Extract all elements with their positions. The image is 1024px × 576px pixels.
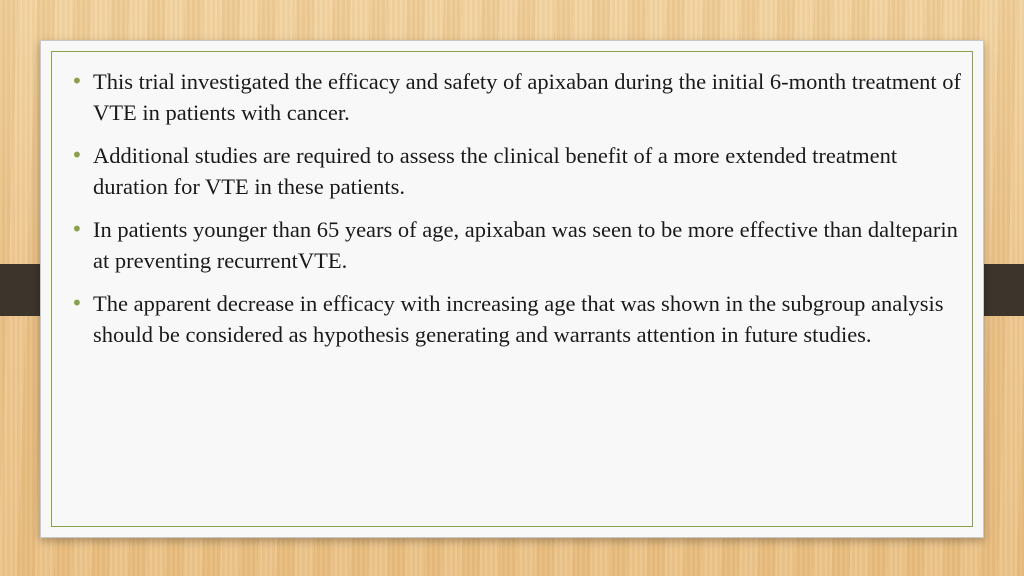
bullet-dot-icon: • [71, 143, 83, 167]
bullet-dot-icon: • [71, 69, 83, 93]
slide-card [40, 40, 984, 538]
bullet-text-3: In patients younger than 65 years of age, apixaban was seen to be more effective than dalteparin at preventing recurrentVTE. [93, 217, 958, 273]
bullet-dot-icon: • [71, 291, 83, 315]
bullet-item-2 [71, 140, 971, 202]
bullet-item-1 [71, 66, 971, 128]
bullet-item-3 [71, 214, 971, 276]
bullet-text-4: The apparent decrease in efficacy with increasing age that was shown in the subgroup analysis should be considered as hypothesis generating and warrants attention in future studies. [93, 291, 944, 347]
bullet-item-4 [71, 288, 971, 350]
bullet-text-2: Additional studies are required to assess the clinical benefit of a more extended treatment duration for VTE in these patients. [93, 143, 898, 199]
bullet-list [71, 66, 971, 362]
bullet-dot-icon: • [71, 217, 83, 241]
bullet-text-1: This trial investigated the efficacy and safety of apixaban during the initial 6-month treatment of VTE in patients with cancer. [93, 69, 962, 125]
